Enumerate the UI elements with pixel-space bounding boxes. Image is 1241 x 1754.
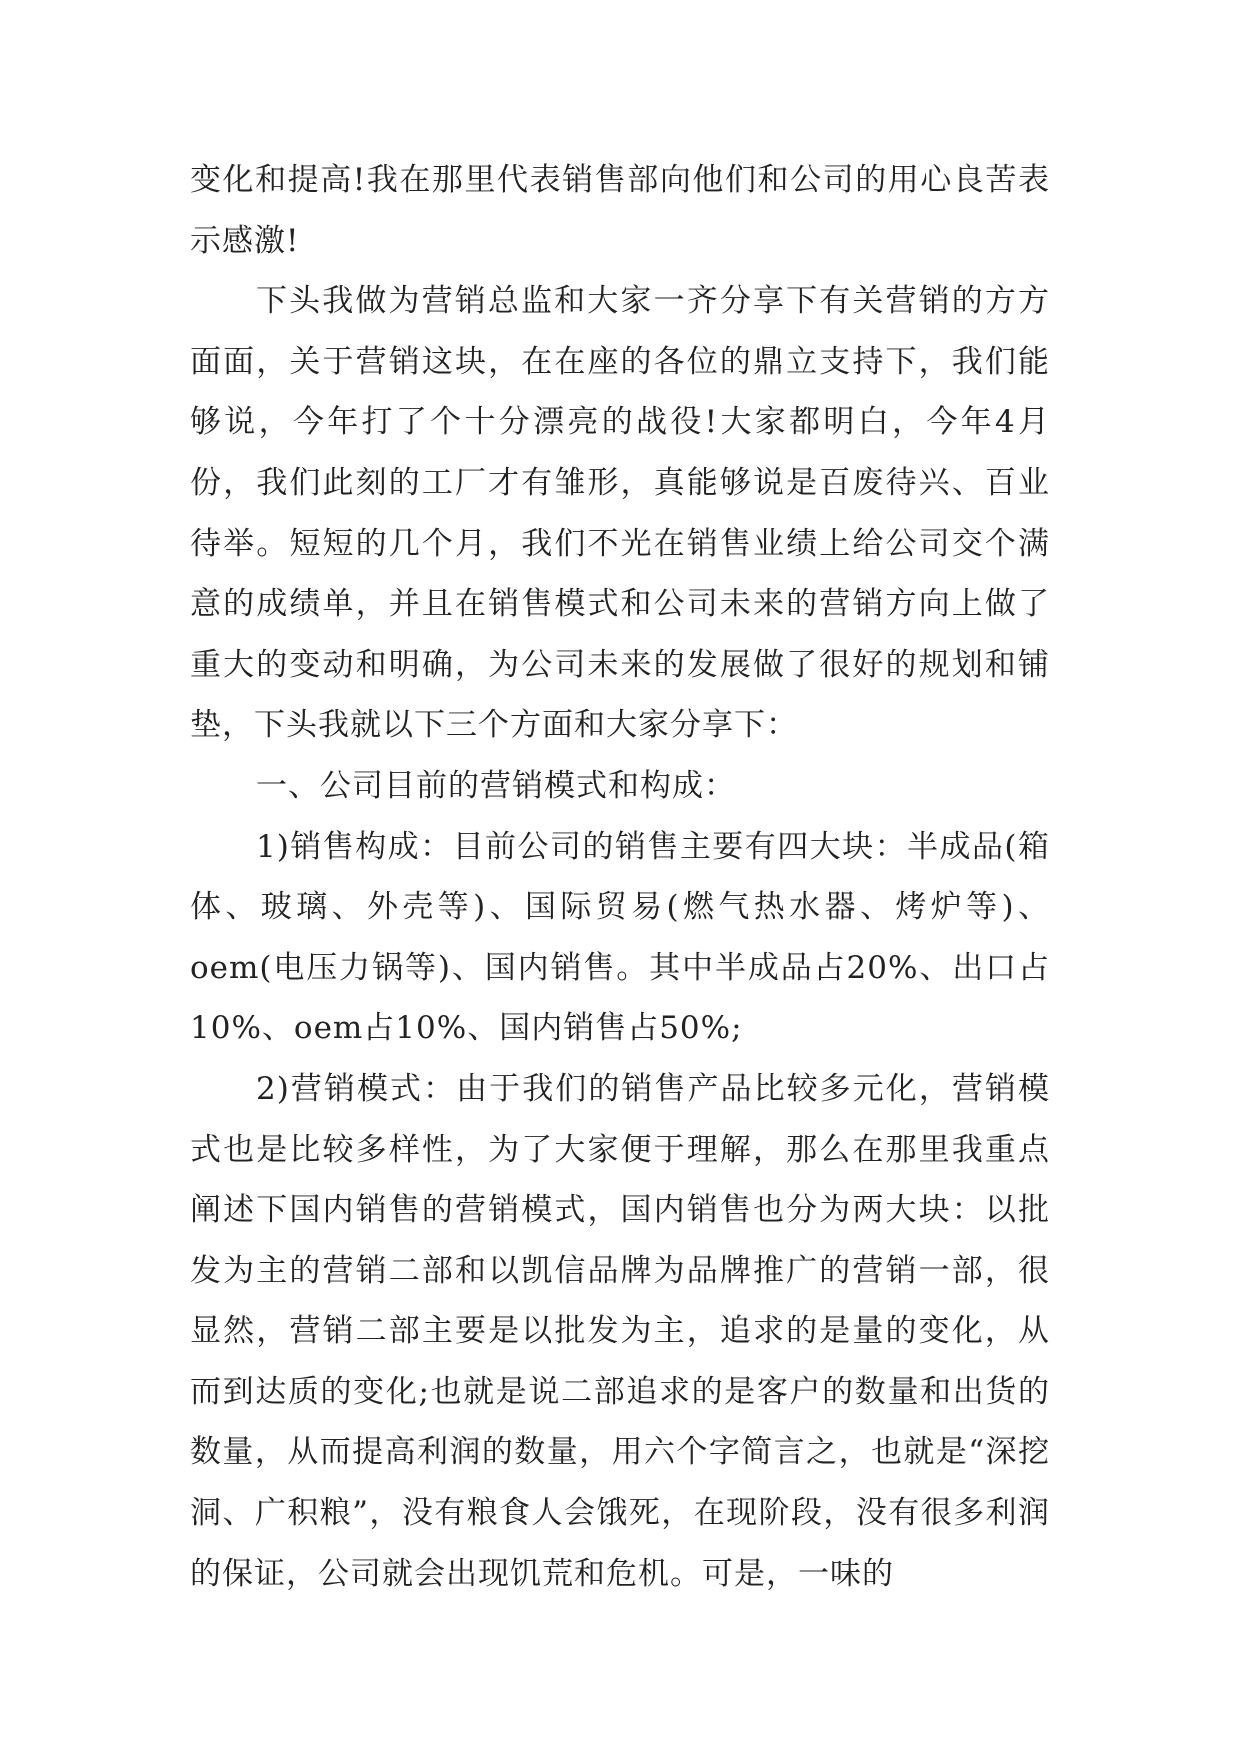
paragraph-2: 下头我做为营销总监和大家一齐分享下有关营销的方方面面，关于营销这块，在在座的各位的鼎立支持下，我们能够说，今年打了个十分漂亮的战役!大家都明白，今年4月份，我们此刻的工厂才有雏形，真能够说是百废待兴、百业待举。短短的几个月，我们不光在销售业绩上给公司交个满意的成绩单，并且在销售模式和公司未来的营销方向上做了重大的变动和明确，为公司未来的发展做了很好的规划和铺垫，下头我就以下三个方面和大家分享下： bbox=[190, 283, 1050, 744]
paragraph-sales-composition: 1)销售构成：目前公司的销售主要有四大块：半成品(箱体、玻璃、外壳等)、国际贸易(燃气热水器、烤炉等)、oem(电压力锅等)、国内销售。其中半成品占20%、出口占10%、oem占10%、国内销售占50%; bbox=[190, 828, 1050, 1047]
paragraph-marketing-model: 2)营销模式：由于我们的销售产品比较多元化，营销模式也是比较多样性，为了大家便于理解，那么在那里我重点阐述下国内销售的营销模式，国内销售也分为两大块：以批发为主的营销二部和以凯信品牌为品牌推广的营销一部，很显然，营销二部主要是以批发为主，追求的是量的变化，从而到达质的变化;也就是说二部追求的是客户的数量和出货的数量，从而提高利润的数量，用六个字简言之，也就是“深挖洞、广积粮”，没有粮食人会饿死，在现阶段，没有很多利润的保证，公司就会出现饥荒和危机。可是，一味的 bbox=[190, 1070, 1050, 1592]
paragraph-1: 变化和提高!我在那里代表销售部向他们和公司的用心良苦表示感激! bbox=[190, 162, 1050, 259]
section-heading-1: 一、公司目前的营销模式和构成： bbox=[256, 767, 736, 804]
document-body bbox=[190, 150, 1050, 1604]
